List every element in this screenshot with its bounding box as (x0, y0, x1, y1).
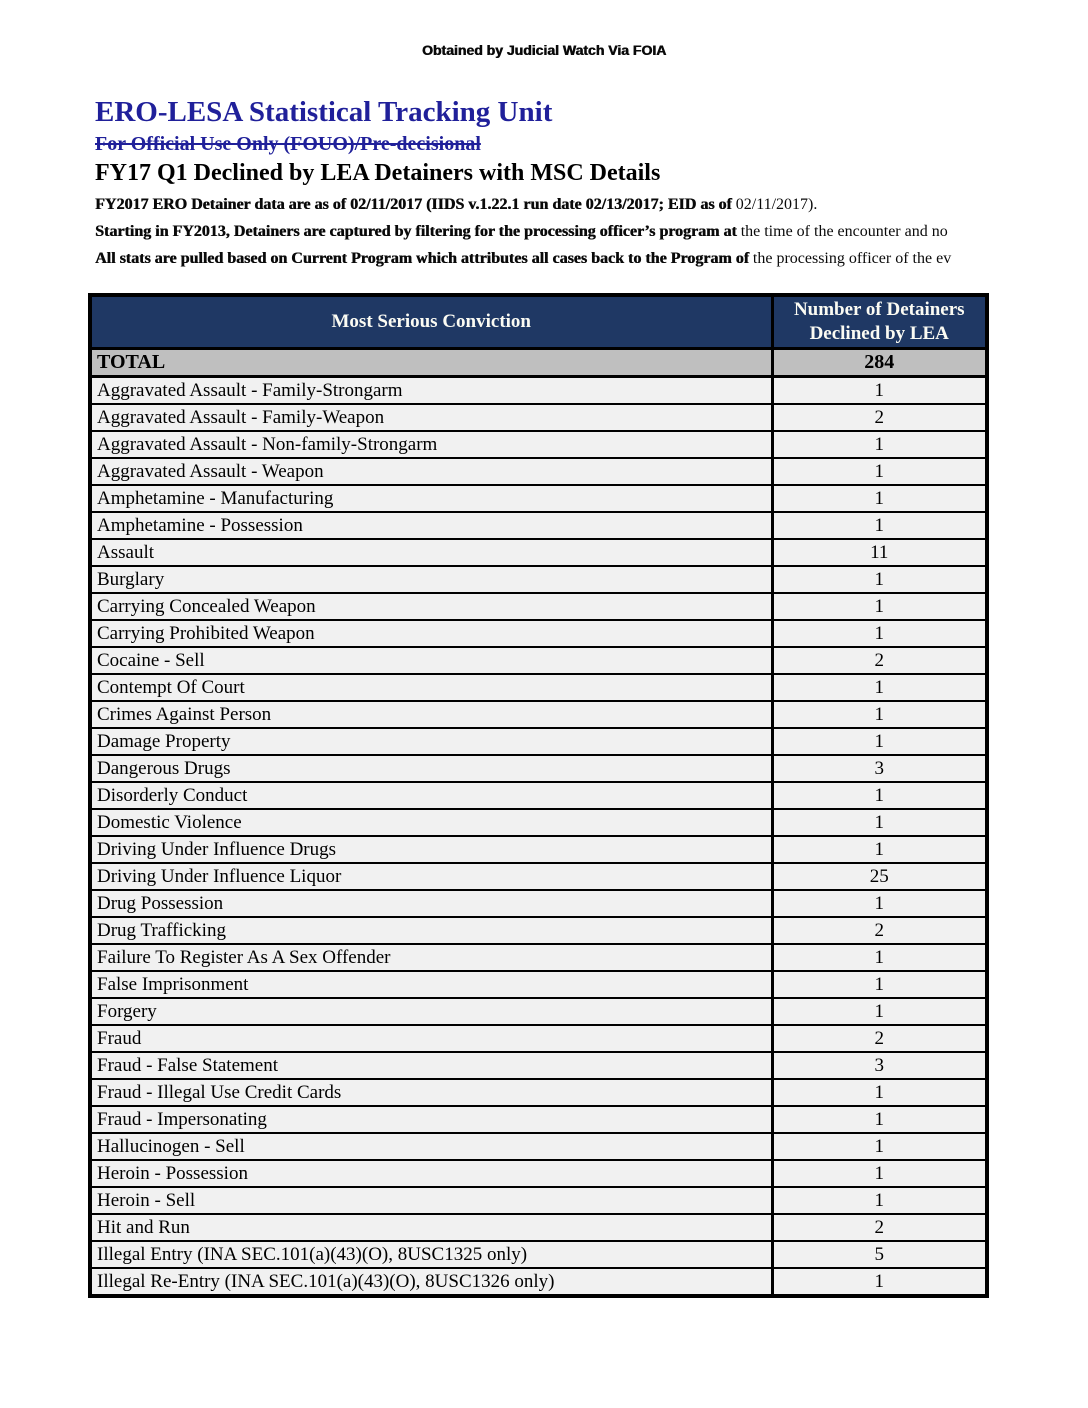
conviction-cell: Dangerous Drugs (90, 755, 772, 782)
table-row (90, 376, 987, 404)
table-row (90, 1133, 987, 1160)
table-row (90, 566, 987, 593)
count-cell: 1 (772, 485, 987, 512)
note-regular-segment: the time of the encounter and no (740, 223, 948, 240)
note-methodology-2 (95, 250, 951, 268)
table-row (90, 593, 987, 620)
count-cell: 1 (772, 458, 987, 485)
table-row (90, 782, 987, 809)
conviction-cell: Failure To Register As A Sex Offender (90, 944, 772, 971)
table-row (90, 917, 987, 944)
count-cell: 1 (772, 431, 987, 458)
note-bold-segment: All stats are pulled based on Current Program which attributes all cases back to the Program of (95, 250, 753, 267)
note-bold-segment: Starting in FY2013, Detainers are captured by filtering for the processing officer’s program at (95, 223, 741, 240)
conviction-cell: Aggravated Assault - Weapon (90, 458, 772, 485)
conviction-cell: Drug Possession (90, 890, 772, 917)
conviction-cell: Cocaine - Sell (90, 647, 772, 674)
msc-detainers-table (88, 293, 989, 1298)
table-row (90, 836, 987, 863)
note-regular-segment: 02/11/2017). (735, 196, 818, 213)
table-row (90, 755, 987, 782)
table-row (90, 404, 987, 431)
count-cell: 1 (772, 971, 987, 998)
column-header-conviction: Most Serious Conviction (90, 295, 772, 348)
count-cell: 2 (772, 1025, 987, 1052)
count-cell: 1 (772, 593, 987, 620)
count-cell: 1 (772, 376, 987, 404)
conviction-cell: Forgery (90, 998, 772, 1025)
note-data-asof (95, 196, 817, 214)
table-row (90, 1025, 987, 1052)
table-row (90, 1079, 987, 1106)
conviction-cell: Amphetamine - Possession (90, 512, 772, 539)
table-row (90, 1160, 987, 1187)
note-regular-segment: the processing officer of the ev (752, 250, 952, 267)
conviction-cell: Carrying Concealed Weapon (90, 593, 772, 620)
conviction-cell: Aggravated Assault - Family-Strongarm (90, 376, 772, 404)
count-cell: 2 (772, 647, 987, 674)
count-cell: 1 (772, 809, 987, 836)
count-cell: 1 (772, 566, 987, 593)
count-cell: 1 (772, 1187, 987, 1214)
conviction-cell: Heroin - Possession (90, 1160, 772, 1187)
conviction-cell: Illegal Entry (INA SEC.101(a)(43)(O), 8USC1325 only) (90, 1241, 772, 1268)
count-cell: 1 (772, 1106, 987, 1133)
total-value-cell: 284 (772, 348, 987, 376)
count-cell: 11 (772, 539, 987, 566)
conviction-cell: Illegal Re-Entry (INA SEC.101(a)(43)(O), 8USC1326 only) (90, 1268, 772, 1296)
count-cell: 1 (772, 674, 987, 701)
conviction-cell: False Imprisonment (90, 971, 772, 998)
table-row (90, 1052, 987, 1079)
count-cell: 1 (772, 998, 987, 1025)
table-row (90, 728, 987, 755)
conviction-cell: Drug Trafficking (90, 917, 772, 944)
count-cell: 1 (772, 1268, 987, 1296)
table-row (90, 1268, 987, 1296)
conviction-cell: Burglary (90, 566, 772, 593)
table-row (90, 431, 987, 458)
total-label-cell: TOTAL (90, 348, 772, 376)
conviction-cell: Hallucinogen - Sell (90, 1133, 772, 1160)
conviction-cell: Driving Under Influence Liquor (90, 863, 772, 890)
count-cell: 2 (772, 1214, 987, 1241)
table-row (90, 863, 987, 890)
column-header-count (772, 295, 987, 348)
conviction-cell: Fraud (90, 1025, 772, 1052)
conviction-cell: Fraud - Impersonating (90, 1106, 772, 1133)
conviction-cell: Aggravated Assault - Non-family-Strongarm (90, 431, 772, 458)
table-row (90, 971, 987, 998)
column-header-count-line1: Number of Detainers (793, 299, 965, 320)
conviction-cell: Heroin - Sell (90, 1187, 772, 1214)
count-cell: 1 (772, 944, 987, 971)
foia-watermark: Obtained by Judicial Watch Via FOIA (421, 42, 667, 58)
table-row (90, 1241, 987, 1268)
table-row (90, 890, 987, 917)
conviction-cell: Amphetamine - Manufacturing (90, 485, 772, 512)
note-methodology-1 (95, 223, 948, 241)
page-title: ERO-LESA Statistical Tracking Unit (95, 96, 553, 128)
count-cell: 1 (772, 1133, 987, 1160)
count-cell: 2 (772, 404, 987, 431)
report-subtitle: FY17 Q1 Declined by LEA Detainers with MSC Details (95, 160, 661, 186)
conviction-cell: Hit and Run (90, 1214, 772, 1241)
count-cell: 1 (772, 1160, 987, 1187)
table-row (90, 1106, 987, 1133)
conviction-cell: Damage Property (90, 728, 772, 755)
count-cell: 1 (772, 512, 987, 539)
conviction-cell: Crimes Against Person (90, 701, 772, 728)
table-row (90, 944, 987, 971)
count-cell: 1 (772, 701, 987, 728)
table-row (90, 809, 987, 836)
table-body (90, 348, 987, 1296)
table-row (90, 485, 987, 512)
conviction-cell: Fraud - False Statement (90, 1052, 772, 1079)
conviction-cell: Driving Under Influence Drugs (90, 836, 772, 863)
conviction-cell: Assault (90, 539, 772, 566)
table-total-row (90, 348, 987, 376)
table-row (90, 674, 987, 701)
table-row (90, 458, 987, 485)
conviction-cell: Contempt Of Court (90, 674, 772, 701)
table-row (90, 620, 987, 647)
count-cell: 25 (772, 863, 987, 890)
count-cell: 1 (772, 728, 987, 755)
table-header-row (90, 295, 987, 348)
count-cell: 2 (772, 917, 987, 944)
table-row (90, 512, 987, 539)
count-cell: 1 (772, 1079, 987, 1106)
table-row (90, 539, 987, 566)
classification-line: For Official Use Only (FOUO)/Pre-decisional (95, 133, 481, 155)
conviction-cell: Disorderly Conduct (90, 782, 772, 809)
table-row (90, 701, 987, 728)
table-row (90, 1187, 987, 1214)
count-cell: 1 (772, 836, 987, 863)
note-bold-segment: FY2017 ERO Detainer data are as of 02/11/2017 (IIDS v.1.22.1 run date 02/13/2017; EID as of (95, 196, 736, 213)
table-row (90, 998, 987, 1025)
conviction-cell: Aggravated Assault - Family-Weapon (90, 404, 772, 431)
conviction-cell: Domestic Violence (90, 809, 772, 836)
column-header-count-line2: Declined by LEA (809, 322, 949, 344)
count-cell: 5 (772, 1241, 987, 1268)
conviction-cell: Fraud - Illegal Use Credit Cards (90, 1079, 772, 1106)
count-cell: 1 (772, 782, 987, 809)
count-cell: 1 (772, 890, 987, 917)
conviction-cell: Carrying Prohibited Weapon (90, 620, 772, 647)
table-row (90, 647, 987, 674)
count-cell: 3 (772, 755, 987, 782)
table-row (90, 1214, 987, 1241)
count-cell: 3 (772, 1052, 987, 1079)
count-cell: 1 (772, 620, 987, 647)
